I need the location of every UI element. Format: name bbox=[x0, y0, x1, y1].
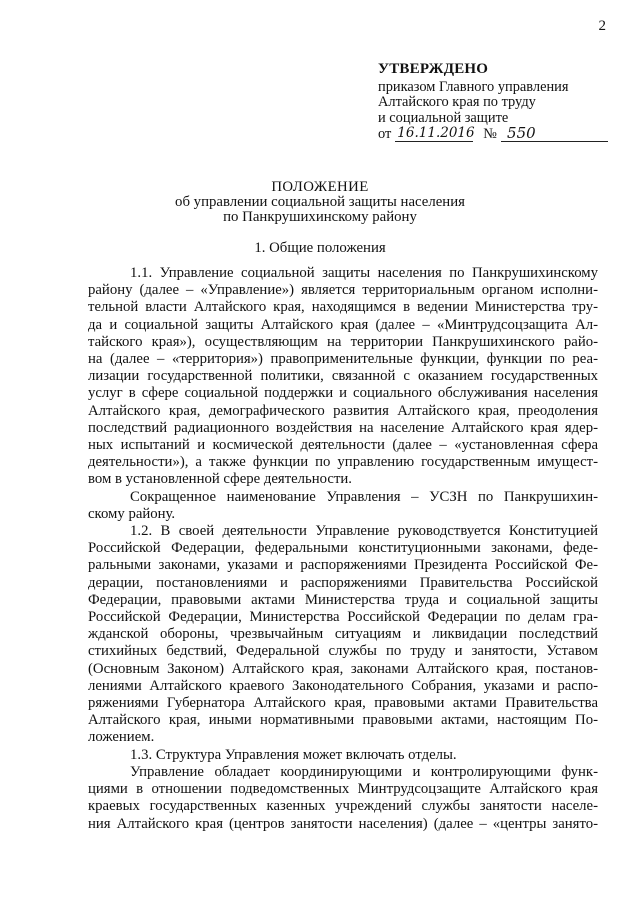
body-line: ных испытаний и космической деятельности (далее – «установленная сфера bbox=[88, 437, 598, 454]
body-line: лизации государственной политики, связанной с оказанием государственных bbox=[88, 368, 598, 385]
handwritten-order-number: 550 bbox=[501, 126, 608, 142]
body-line: дерации, постановлениями и распоряжениями Правительства Российской bbox=[88, 574, 598, 591]
handwritten-date: 16.11.2016 bbox=[397, 125, 475, 141]
body-line: Сокращенное наименование Управления – УСЗН по Панкрушихин- bbox=[130, 488, 598, 505]
body-line: ряжениями Губернатора Алтайского края, правовыми актами Правительства bbox=[88, 695, 598, 712]
body-line: ральными законами, указами и распоряжениями Президента Российской Фе- bbox=[88, 557, 598, 574]
document-body bbox=[88, 265, 598, 833]
body-line: тайского края»), осуществляющим на территории Панкрушихинского райо- bbox=[88, 333, 598, 350]
body-line: тельной власти Алтайского края, находящимся в ведении Министерства тру- bbox=[88, 299, 598, 316]
body-line: краевых государственных казенных учреждений службы занятости населе- bbox=[88, 798, 598, 815]
from-label: от bbox=[378, 125, 392, 142]
title-heading: ПОЛОЖЕНИЕ bbox=[271, 179, 369, 195]
page-number: 2 bbox=[598, 18, 606, 34]
body-line: ния Алтайского края (центров занятости населения) (далее – «центры занято- bbox=[88, 815, 598, 832]
title-line-2: об управлении социальной защиты населения bbox=[175, 194, 465, 211]
body-line: да и социальной защиты Алтайского края (далее – «Минтрудсоцзащита Ал- bbox=[88, 316, 598, 333]
approval-line-1: приказом Главного управления bbox=[378, 78, 569, 95]
approval-heading: УТВЕРЖДЕНО bbox=[378, 61, 489, 77]
body-line: Российской Федерации, федеральными конституционными законами, феде- bbox=[88, 540, 598, 557]
body-line: скому району. bbox=[88, 505, 176, 522]
approval-line-2: Алтайского края по труду bbox=[378, 94, 536, 110]
body-line: Федерации, правовыми актами Министерства труда и социальной защиты bbox=[88, 591, 598, 608]
body-line: последствий радиационного воздействия на население Алтайского края ядер- bbox=[88, 419, 598, 436]
body-line: ложением. bbox=[88, 729, 155, 746]
body-line: на (далее – «территория») правоприменительные функции, функции по реа- bbox=[88, 351, 598, 368]
body-line: Алтайского края, иными нормативными правовыми актами, настоящим По- bbox=[88, 712, 598, 729]
body-line: стихийных бедствий, Федеральной службы по труду и занятости, Уставом bbox=[88, 643, 598, 660]
body-line: услуг в сфере социальной поддержки и социального обслуживания населения bbox=[88, 385, 598, 402]
title-line-3: по Панкрушихинскому району bbox=[223, 209, 417, 226]
number-label: № bbox=[483, 125, 498, 142]
body-line: (Основным Законом) Алтайского края, законами Алтайского края, постанов- bbox=[88, 660, 598, 677]
body-line: вом в установленной сфере деятельности. bbox=[88, 471, 352, 488]
body-line: 1.1. Управление социальной защиты населения по Панкрушихинскому bbox=[130, 265, 598, 281]
approval-stamp-block bbox=[378, 62, 608, 142]
approval-line-3: и социальной защите bbox=[378, 109, 509, 126]
section-heading: 1. Общие положения bbox=[254, 240, 386, 256]
order-date-number-line bbox=[378, 126, 608, 142]
body-line: жданской обороны, чрезвычайным ситуациям и ликвидации последствий bbox=[88, 626, 598, 643]
body-line: лениями Алтайского краевого Законодательного Собрания, указами и распо- bbox=[88, 677, 598, 694]
body-line: району (далее – «Управление») является территориальным органом исполни- bbox=[88, 282, 598, 299]
body-line: циями в отношении подведомственных Минтрудсоцзащите Алтайского края bbox=[88, 781, 598, 798]
body-line: 1.2. В своей деятельности Управление руководствуется Конституцией bbox=[130, 523, 598, 540]
document-title bbox=[0, 180, 640, 226]
body-line: деятельности»), а также функции по управлению государственным имущест- bbox=[88, 454, 598, 471]
body-line: Управление обладает координирующими и контролирующими функ- bbox=[130, 763, 598, 780]
body-line: Российской Федерации, Министерства Российской Федерации по делам гра- bbox=[88, 609, 598, 626]
body-line: Алтайского края, демографического развития Алтайского края, преодоления bbox=[88, 402, 598, 419]
body-line: 1.3. Структура Управления может включать отделы. bbox=[130, 746, 457, 763]
